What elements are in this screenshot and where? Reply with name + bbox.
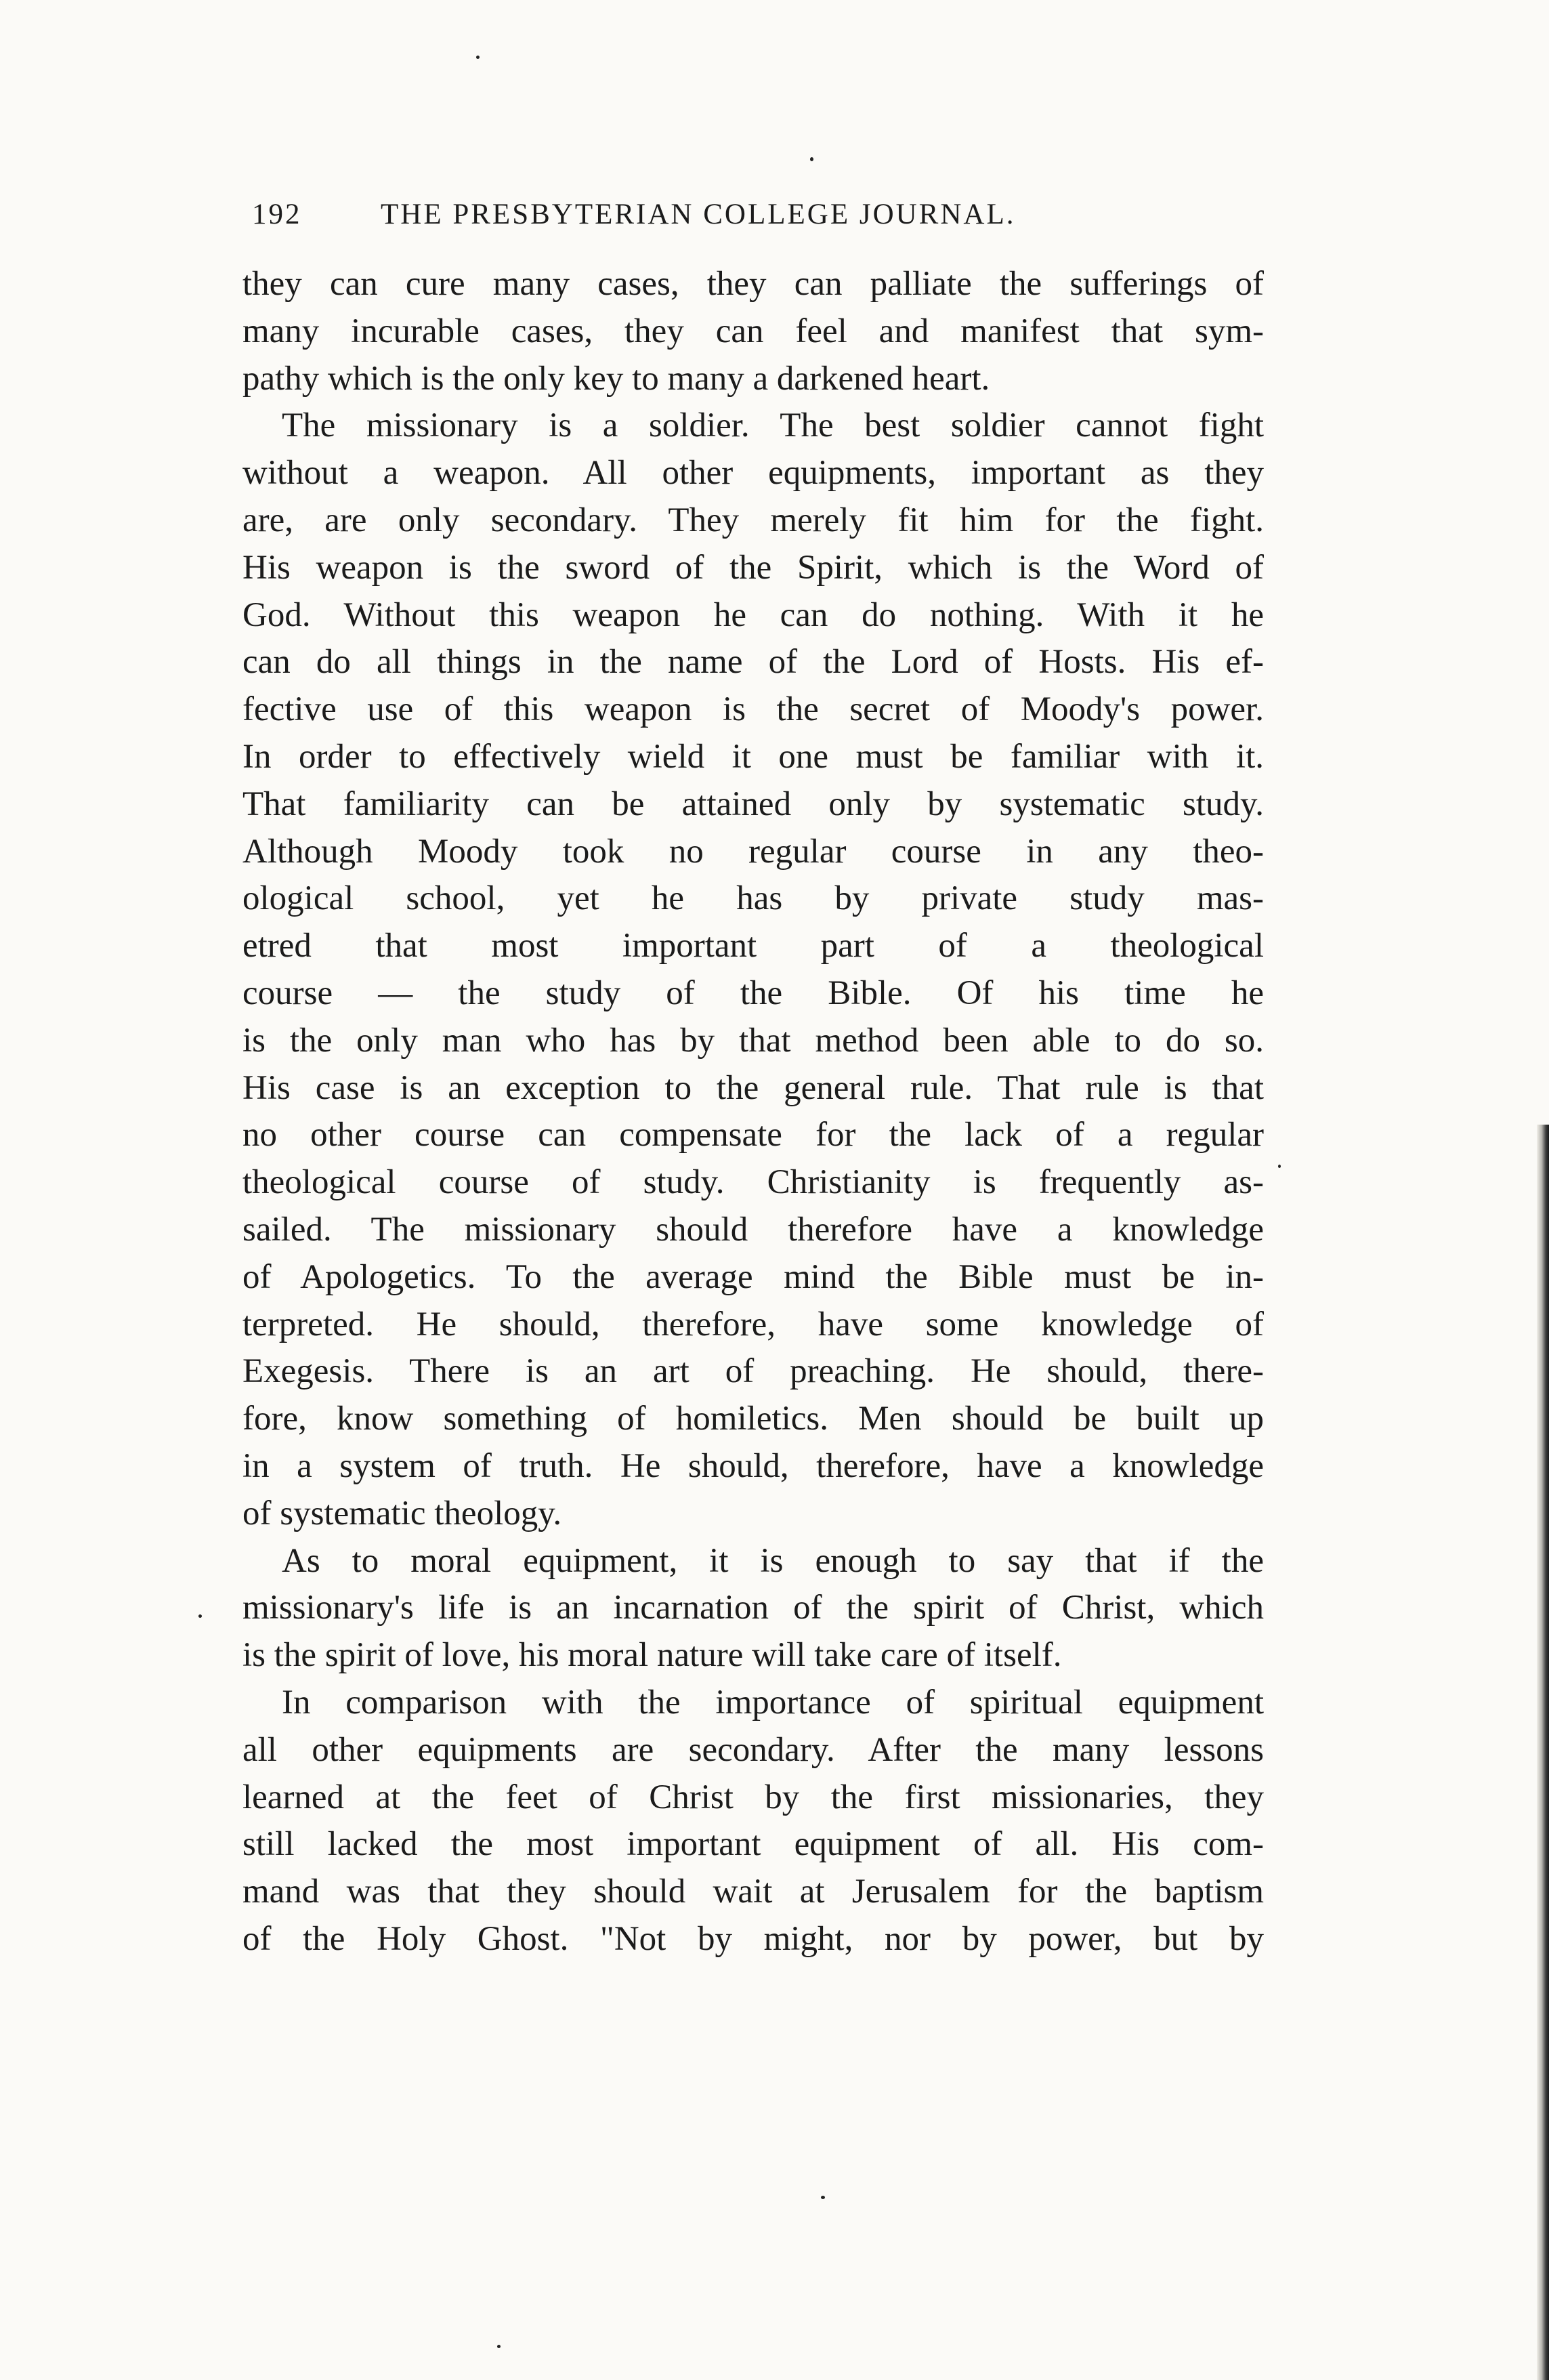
text-line: mand was that they should wait at Jerusalem for the baptism xyxy=(242,1873,1264,1911)
running-head xyxy=(252,191,1261,238)
text-line: That familiarity can be attained only by systematic study. xyxy=(242,785,1264,823)
text-line: As to moral equipment, it is enough to say that if the xyxy=(282,1541,1264,1580)
text-line: is the only man who has by that method been able to do so. xyxy=(242,1021,1264,1060)
text-line: God. Without this weapon he can do nothing. With it he xyxy=(242,596,1264,634)
text-line: sailed. The missionary should therefore have a knowledge xyxy=(242,1210,1264,1249)
text-line: etred that most important part of a theological xyxy=(242,927,1264,965)
scan-speck xyxy=(810,157,813,161)
page-edge-shadow xyxy=(1537,1125,1549,2380)
text-line: The missionary is a soldier. The best soldier cannot fight xyxy=(282,406,1264,445)
text-line: still lacked the most important equipment of all. His com- xyxy=(242,1825,1264,1864)
text-line: of Apologetics. To the average mind the Bible must be in- xyxy=(242,1257,1264,1296)
text-line: can do all things in the name of the Lord of Hosts. His ef- xyxy=(242,643,1264,682)
text-line: In order to effectively wield it one must be familiar with it. xyxy=(242,737,1264,776)
text-line: ological school, yet he has by private study mas- xyxy=(242,879,1264,918)
text-line: of the Holy Ghost. "Not by might, nor by power, but by xyxy=(242,1919,1264,1958)
text-line: without a weapon. All other equipments, important as they xyxy=(242,454,1264,493)
scan-speck xyxy=(476,56,480,59)
scan-speck xyxy=(821,2196,825,2199)
scan-speck xyxy=(1278,1165,1281,1168)
journal-title: THE PRESBYTERIAN COLLEGE JOURNAL. xyxy=(381,199,1016,230)
text-line: course — the study of the Bible. Of his time he xyxy=(242,974,1264,1012)
body-text xyxy=(242,261,1264,1963)
text-line: all other equipments are secondary. After the many lessons xyxy=(242,1730,1264,1769)
text-line: fective use of this weapon is the secret of Moody's power. xyxy=(242,690,1264,729)
page-number: 192 xyxy=(252,199,302,230)
text-line: Exegesis. There is an art of preaching. He should, there- xyxy=(242,1352,1264,1391)
text-line: Although Moody took no regular course in any theo- xyxy=(242,832,1264,871)
text-line: are, are only secondary. They merely fit him for the fight. xyxy=(242,501,1264,539)
text-line: fore, know something of homiletics. Men should be built up xyxy=(242,1400,1264,1438)
text-line: of systematic theology. xyxy=(242,1494,562,1532)
text-line: In comparison with the importance of spiritual equipment xyxy=(282,1683,1264,1721)
text-line: is the spirit of love, his moral nature will take care of itself. xyxy=(242,1636,1062,1675)
text-line: they can cure many cases, they can palliate the sufferings of xyxy=(242,265,1264,303)
text-line: theological course of study. Christianity is frequently as- xyxy=(242,1163,1264,1202)
scan-speck xyxy=(497,2345,501,2348)
text-line: many incurable cases, they can feel and manifest that sym- xyxy=(242,312,1264,350)
text-line: pathy which is the only key to many a darkened heart. xyxy=(242,359,990,398)
text-line: terpreted. He should, therefore, have some knowledge of xyxy=(242,1305,1264,1343)
text-line: His case is an exception to the general rule. That rule is that xyxy=(242,1068,1264,1107)
text-line: His weapon is the sword of the Spirit, which is the Word of xyxy=(242,548,1264,587)
text-line: in a system of truth. He should, therefore, have a knowledge xyxy=(242,1446,1264,1485)
text-line: no other course can compensate for the lack of a regular xyxy=(242,1116,1264,1154)
scan-speck xyxy=(198,1614,202,1618)
text-line: missionary's life is an incarnation of the spirit of Christ, which xyxy=(242,1589,1264,1627)
text-line: learned at the feet of Christ by the first missionaries, they xyxy=(242,1778,1264,1816)
